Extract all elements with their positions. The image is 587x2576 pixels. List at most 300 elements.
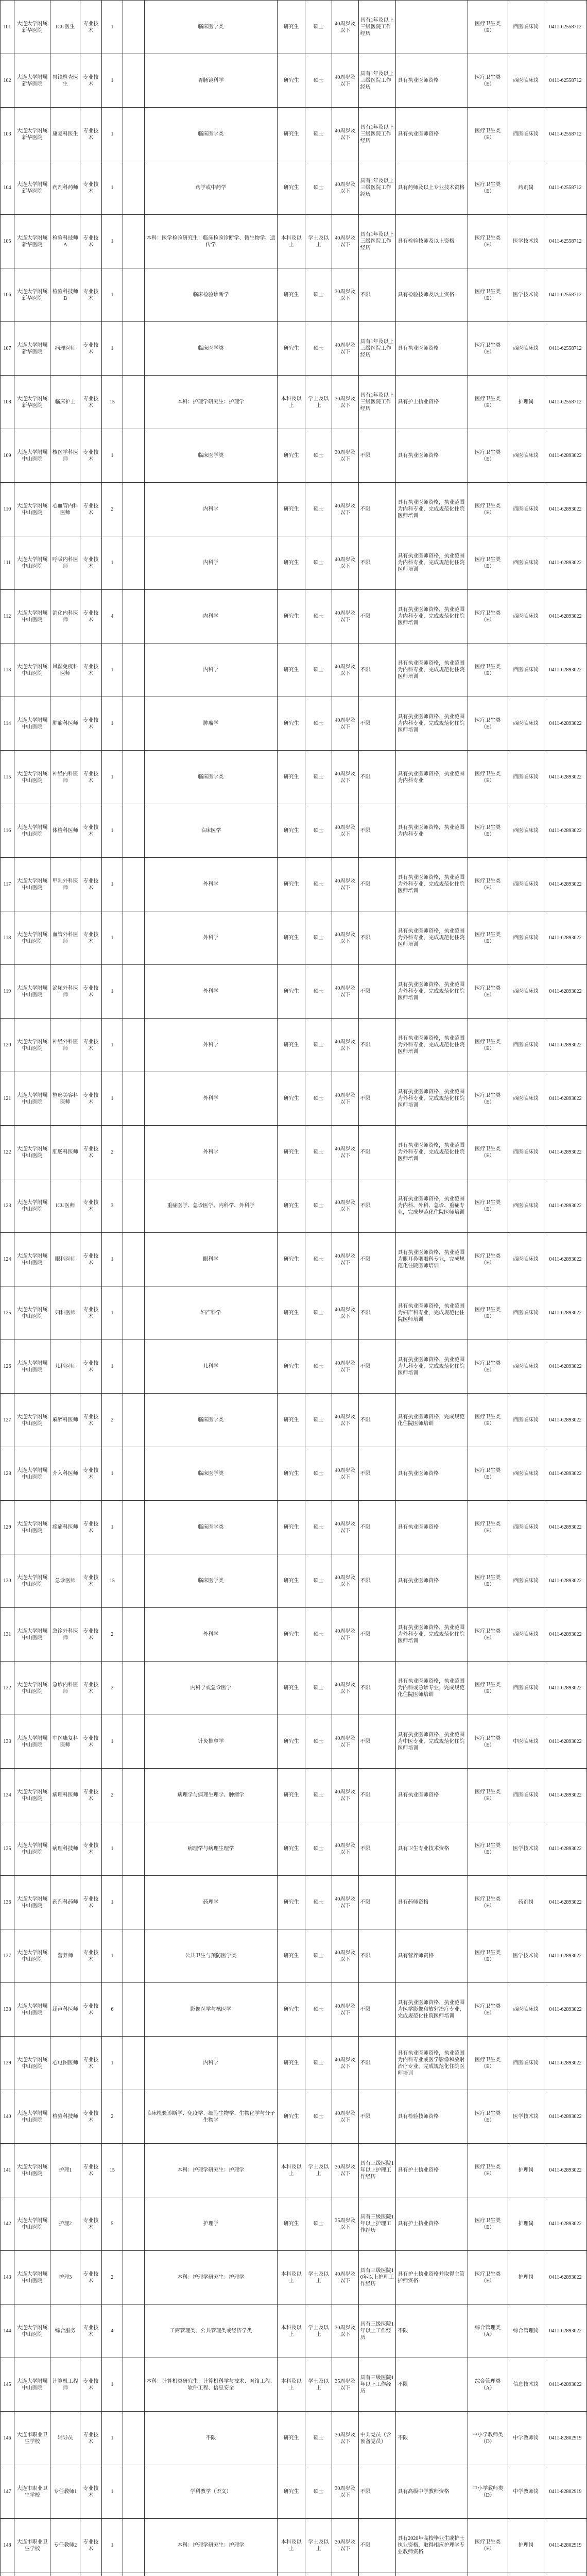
- age-requirement: 40周岁及以下: [332, 1983, 358, 2037]
- exam-type: 西医临床岗: [508, 1501, 544, 1554]
- education-requirement: 研究生: [278, 1233, 305, 1286]
- table-row: [1, 1447, 587, 1501]
- qualification-requirement: 具有执业医师资格，执业范围为外科专业，完成规范化住院医师培训: [396, 1126, 468, 1179]
- blank-cell: [123, 429, 144, 483]
- position-category: 专业技术: [80, 429, 101, 483]
- blank-cell: [123, 1447, 144, 1501]
- contact-phone: 0411-62893022: [544, 1286, 587, 1340]
- employer-name: 大连大学附属中山医院: [14, 965, 50, 1019]
- row-number: 112: [1, 590, 14, 643]
- position-name: 营养师: [50, 1929, 80, 1983]
- position-category: 专业技术: [80, 2251, 101, 2304]
- qualification-requirement: 具有药师资格: [396, 1876, 468, 1929]
- hiring-count: 1: [101, 1286, 123, 1340]
- blank-cell: [123, 1822, 144, 1876]
- row-number: 111: [1, 536, 14, 590]
- position-name: 泌尿外科医师: [50, 965, 80, 1019]
- table-row: [1, 858, 587, 911]
- position-name: 疼痛科医师: [50, 1501, 80, 1554]
- contact-phone: 0411-82802919: [544, 2519, 587, 2572]
- blank-cell: [123, 804, 144, 858]
- qualification-requirement: 具有执业医师资格，执业范围为外科专业，完成规范化住院医师培训: [396, 1608, 468, 1662]
- exam-category: 医疗卫生类（E）: [468, 965, 508, 1019]
- exam-category: 医疗卫生类（E）: [468, 1394, 508, 1447]
- contact-phone: 0411-62893022: [544, 2090, 587, 2144]
- education-requirement: 本科及以上: [278, 2144, 305, 2197]
- qualification-requirement: 具有执业医师资格，执业范围为内科专业，完成规范化住院医师培训: [396, 697, 468, 751]
- qualification-requirement: 具有执业医师资格: [396, 322, 468, 376]
- position-name: 儿科医师: [50, 1340, 80, 1394]
- major-requirement: 临床医学类: [144, 1, 278, 54]
- employer-name: 大连大学附属中山医院: [14, 1608, 50, 1662]
- position-category: 专业技术: [80, 2412, 101, 2465]
- qualification-requirement: 具有执业医师资格，完成规范化住院医师培训: [396, 1394, 468, 1447]
- row-number: 148: [1, 2519, 14, 2572]
- position-category: 专业技术: [80, 2519, 101, 2572]
- employer-name: 大连大学附属中山医院: [14, 483, 50, 536]
- exam-type: 西医临床岗: [508, 590, 544, 643]
- table-row: [1, 1929, 587, 1983]
- position-name: 检验科技师B: [50, 268, 80, 322]
- exam-type: 医学技术岗: [508, 268, 544, 322]
- hiring-count: 1: [101, 1447, 123, 1501]
- education-requirement: 研究生: [278, 536, 305, 590]
- exam-type: 西医临床岗: [508, 2037, 544, 2090]
- table-body: [1, 1, 587, 2576]
- row-number: 127: [1, 1394, 14, 1447]
- table-row: [1, 1126, 587, 1179]
- age-requirement: 40周岁及以下: [332, 858, 358, 911]
- experience-requirement: 具有1年及以上三级医院工作经历: [358, 322, 395, 376]
- education-requirement: 研究生: [278, 697, 305, 751]
- major-requirement: 不限: [144, 2412, 278, 2465]
- exam-category: 医疗卫生类（E）: [468, 1233, 508, 1286]
- blank-cell: [123, 965, 144, 1019]
- age-requirement: 40周岁及以下: [332, 536, 358, 590]
- row-number: 109: [1, 429, 14, 483]
- education-requirement: 研究生: [278, 322, 305, 376]
- age-requirement: 40周岁及以下: [332, 1501, 358, 1554]
- hiring-count: 2: [101, 1769, 123, 1822]
- position-name: 心电图医师: [50, 2037, 80, 2090]
- row-number: 115: [1, 751, 14, 804]
- row-number: 129: [1, 1501, 14, 1554]
- qualification-requirement: 具有执业医师资格: [396, 429, 468, 483]
- degree-requirement: 学士及以上: [305, 376, 332, 429]
- major-requirement: 临床医学: [144, 804, 278, 858]
- contact-phone: 0411-62558712: [544, 268, 587, 322]
- row-number: 136: [1, 1876, 14, 1929]
- education-requirement: 研究生: [278, 1072, 305, 1126]
- education-requirement: 研究生: [278, 268, 305, 322]
- table-row: [1, 2465, 587, 2519]
- experience-requirement: 不限: [358, 2090, 395, 2144]
- contact-phone: 0411-62893022: [544, 858, 587, 911]
- table-row: [1, 1340, 587, 1394]
- hiring-count: 4: [101, 590, 123, 643]
- hiring-count: 2: [101, 1394, 123, 1447]
- row-number: 146: [1, 2412, 14, 2465]
- employer-name: 大连大学附属中山医院: [14, 1554, 50, 1608]
- age-requirement: 40周岁及以下: [332, 1662, 358, 1715]
- experience-requirement: 不限: [358, 1983, 395, 2037]
- table-row: [1, 590, 587, 643]
- age-requirement: 40周岁及以下: [332, 751, 358, 804]
- position-category: [80, 2572, 101, 2576]
- major-requirement: 护理学: [144, 2197, 278, 2251]
- degree-requirement: 硕士: [305, 1876, 332, 1929]
- major-requirement: 学科教学（语文）: [144, 2465, 278, 2519]
- contact-phone: 0411-62893022: [544, 2037, 587, 2090]
- contact-phone: 0411-62893022: [544, 1501, 587, 1554]
- employer-name: 大连大学附属新华医院: [14, 268, 50, 322]
- table-row: [1, 1072, 587, 1126]
- degree-requirement: 硕士: [305, 1554, 332, 1608]
- contact-phone: 0411-62893022: [544, 429, 587, 483]
- blank-cell: [123, 1179, 144, 1233]
- education-requirement: 本科及以上: [278, 2519, 305, 2572]
- contact-phone: 0411-62893022: [544, 1822, 587, 1876]
- exam-type: 中学教师岗: [508, 2465, 544, 2519]
- contact-phone: 0411-62893022: [544, 1019, 587, 1072]
- position-category: 专业技术: [80, 1072, 101, 1126]
- age-requirement: 40周岁及以下: [332, 1929, 358, 1983]
- hiring-count: 1: [101, 1822, 123, 1876]
- position-category: 专业技术: [80, 2144, 101, 2197]
- table-row: [1, 1769, 587, 1822]
- employer-name: 大连大学附属中山医院: [14, 1179, 50, 1233]
- table-row: [1, 429, 587, 483]
- major-requirement: 重症医学、急诊医学、内科学、外科学: [144, 1179, 278, 1233]
- row-number: 119: [1, 965, 14, 1019]
- exam-type: 西医临床岗: [508, 1983, 544, 2037]
- table-row: [1, 804, 587, 858]
- position-name: 甲乳外科医师: [50, 858, 80, 911]
- qualification-requirement: 具有执业医师资格，执业范围为内科专业: [396, 751, 468, 804]
- employer-name: 大连大学附属新华医院: [14, 1, 50, 54]
- major-requirement: 外科学: [144, 858, 278, 911]
- blank-cell: [123, 108, 144, 161]
- position-name: 检验科技师A: [50, 215, 80, 268]
- exam-category: 医疗卫生类（E）: [468, 1715, 508, 1769]
- contact-phone: 0411-62893022: [544, 697, 587, 751]
- contact-phone: 0411-62893022: [544, 2144, 587, 2197]
- contact-phone: 0411-62893022: [544, 1554, 587, 1608]
- contact-phone: 0411-62558712: [544, 54, 587, 108]
- employer-name: 大连市职业卫生学校: [14, 2519, 50, 2572]
- major-requirement: 外科学: [144, 1072, 278, 1126]
- hiring-count: 1: [101, 911, 123, 965]
- position-category: 专业技术: [80, 1233, 101, 1286]
- experience-requirement: 不限: [358, 697, 395, 751]
- age-requirement: 40周岁及以下: [332, 1394, 358, 1447]
- age-requirement: 40周岁及以下: [332, 1179, 358, 1233]
- degree-requirement: 硕士: [305, 858, 332, 911]
- row-number: 145: [1, 2358, 14, 2412]
- education-requirement: 研究生: [278, 1340, 305, 1394]
- qualification-requirement: 具有执业医师资格，执业范围为外科专业，完成规范化住院医师培训: [396, 965, 468, 1019]
- table-row: [1, 1179, 587, 1233]
- position-category: 专业技术: [80, 1822, 101, 1876]
- hiring-count: 6: [101, 1983, 123, 2037]
- education-requirement: 研究生: [278, 1501, 305, 1554]
- row-number: 108: [1, 376, 14, 429]
- major-requirement: 内科学: [144, 590, 278, 643]
- major-requirement: 本科：护理学研究生：护理学: [144, 2144, 278, 2197]
- row-number: 122: [1, 1126, 14, 1179]
- age-requirement: 40周岁及以下: [332, 1126, 358, 1179]
- contact-phone: 0411-62893022: [544, 1072, 587, 1126]
- table-row: [1, 2037, 587, 2090]
- major-requirement: 临床检验诊断学: [144, 268, 278, 322]
- major-requirement: 工商管理类、公共管理类或经济学类: [144, 2304, 278, 2358]
- position-name: 辅导员: [50, 2412, 80, 2465]
- blank-cell: [123, 697, 144, 751]
- degree-requirement: 硕士: [305, 2412, 332, 2465]
- exam-category: 医疗卫生类（E）: [468, 268, 508, 322]
- exam-type: 护理岗: [508, 2519, 544, 2572]
- position-name: 护理1: [50, 2144, 80, 2197]
- employer-name: 大连大学附属中山医院: [14, 536, 50, 590]
- table-row: [1, 911, 587, 965]
- hiring-count: 2: [101, 1662, 123, 1715]
- qualification-requirement: 具有执业医师资格，执业范围为内科专业或医学影像和放射治疗专业，完成规范化住院医师培训: [396, 2037, 468, 2090]
- contact-phone: 0411-62893022: [544, 1179, 587, 1233]
- position-category: 专业技术: [80, 1876, 101, 1929]
- exam-category: 中小学教师类（D）: [468, 2465, 508, 2519]
- exam-type: 西医临床岗: [508, 1662, 544, 1715]
- table-row: [1, 268, 587, 322]
- exam-category: 医疗卫生类（E）: [468, 1876, 508, 1929]
- exam-category: 医疗卫生类（E）: [468, 1126, 508, 1179]
- exam-type: 医学技术岗: [508, 1822, 544, 1876]
- exam-category: 医疗卫生类（E）: [468, 215, 508, 268]
- education-requirement: 研究生: [278, 643, 305, 697]
- major-requirement: 本科：护理学研究生：护理学: [144, 376, 278, 429]
- experience-requirement: 不限: [358, 1447, 395, 1501]
- education-requirement: 研究生: [278, 2465, 305, 2519]
- contact-phone: 0411-62893022: [544, 590, 587, 643]
- table-row: [1, 536, 587, 590]
- position-name: 整形美容科医师: [50, 1072, 80, 1126]
- experience-requirement: 不限: [358, 1179, 395, 1233]
- position-category: 专业技术: [80, 1929, 101, 1983]
- row-number: 141: [1, 2144, 14, 2197]
- experience-requirement: 不限: [358, 590, 395, 643]
- experience-requirement: 具有1年及以上三级医院工作经历: [358, 1, 395, 54]
- experience-requirement: 不限: [358, 1554, 395, 1608]
- hiring-count: 2: [101, 2251, 123, 2304]
- education-requirement: 研究生: [278, 161, 305, 215]
- exam-type: 护理岗: [508, 2144, 544, 2197]
- age-requirement: 40周岁及以下: [332, 1340, 358, 1394]
- education-requirement: 研究生: [278, 751, 305, 804]
- position-name: 康复科医生: [50, 108, 80, 161]
- age-requirement: 30周岁及以下: [332, 2304, 358, 2358]
- qualification-requirement: 具有执业医师资格，执业范围为外科专业，完成规范化住院医师培训: [396, 1072, 468, 1126]
- experience-requirement: 不限: [358, 268, 395, 322]
- employer-name: 大连大学附属中山医院: [14, 858, 50, 911]
- contact-phone: 0411-62893022: [544, 1447, 587, 1501]
- age-requirement: 40周岁及以下: [332, 1072, 358, 1126]
- age-requirement: 40周岁及以下: [332, 483, 358, 536]
- position-category: 专业技术: [80, 1608, 101, 1662]
- row-number: 105: [1, 215, 14, 268]
- position-name: 超声科医师: [50, 1983, 80, 2037]
- education-requirement: 本科及以上: [278, 2251, 305, 2304]
- age-requirement: 40周岁及以下: [332, 215, 358, 268]
- contact-phone: 0411-62558712: [544, 215, 587, 268]
- hiring-count: 2: [101, 2090, 123, 2144]
- degree-requirement: 硕士: [305, 1, 332, 54]
- degree-requirement: 硕士: [305, 1447, 332, 1501]
- experience-requirement: 不限: [358, 1072, 395, 1126]
- blank-cell: [123, 1286, 144, 1340]
- employer-name: 大连大学附属中山医院: [14, 2197, 50, 2251]
- position-category: 专业技术: [80, 1447, 101, 1501]
- table-row: [1, 965, 587, 1019]
- major-requirement: 临床医学类: [144, 108, 278, 161]
- position-category: 专业技术: [80, 1662, 101, 1715]
- exam-category: 医疗卫生类（E）: [468, 1179, 508, 1233]
- degree-requirement: 硕士: [305, 1501, 332, 1554]
- row-number: 131: [1, 1608, 14, 1662]
- blank-cell: [123, 322, 144, 376]
- hiring-count: 15: [101, 2144, 123, 2197]
- position-category: 专业技术: [80, 1769, 101, 1822]
- major-requirement: 本科：护理学研究生：护理学: [144, 2519, 278, 2572]
- position-name: 妇科医师: [50, 1286, 80, 1340]
- row-number: 138: [1, 1983, 14, 2037]
- employer-name: 大连大学附属中山医院: [14, 2144, 50, 2197]
- qualification-requirement: 具有执业医师资格: [396, 108, 468, 161]
- row-number: 103: [1, 108, 14, 161]
- qualification-requirement: 具有执业医师资格，执业范围为眼耳鼻咽喉科专业，完成规范化住院医师培训: [396, 1233, 468, 1286]
- exam-category: 医疗卫生类（E）: [468, 161, 508, 215]
- exam-type: 西医临床岗: [508, 322, 544, 376]
- age-requirement: 40周岁及以下: [332, 161, 358, 215]
- exam-type: 西医临床岗: [508, 1340, 544, 1394]
- contact-phone: 0411-62558712: [544, 376, 587, 429]
- employer-name: 大连大学附属中山医院: [14, 2090, 50, 2144]
- qualification-requirement: 具有检验技师及以上资格: [396, 215, 468, 268]
- contact-phone: 0411-62893022: [544, 1983, 587, 2037]
- experience-requirement: 不限: [358, 1769, 395, 1822]
- education-requirement: 研究生: [278, 965, 305, 1019]
- row-number: 114: [1, 697, 14, 751]
- experience-requirement: 具有1年及以上三级医院工作经历: [358, 161, 395, 215]
- hiring-count: 5: [101, 2197, 123, 2251]
- hiring-count: [101, 2572, 123, 2576]
- table-row: [1, 1822, 587, 1876]
- position-name: 急诊外科医师: [50, 1608, 80, 1662]
- table-row: [1, 1019, 587, 1072]
- contact-phone: 0411-62893022: [544, 1662, 587, 1715]
- employer-name: 大连大学附属中山医院: [14, 1501, 50, 1554]
- major-requirement: 外科学: [144, 1126, 278, 1179]
- major-requirement: 内科学: [144, 643, 278, 697]
- employer-name: 大连大学附属新华医院: [14, 161, 50, 215]
- degree-requirement: 学士及以上: [305, 2304, 332, 2358]
- degree-requirement: 学士及以上: [305, 2358, 332, 2412]
- qualification-requirement: 具有高级中学教师资格: [396, 2465, 468, 2519]
- position-name: 心血管内科医师: [50, 483, 80, 536]
- age-requirement: 40周岁及以下: [332, 804, 358, 858]
- blank-cell: [123, 1019, 144, 1072]
- exam-category: 医疗卫生类（E）: [468, 54, 508, 108]
- exam-category: 医疗卫生类（E）: [468, 2144, 508, 2197]
- exam-category: 医疗卫生类（E）: [468, 322, 508, 376]
- position-name: 介入科医师: [50, 1447, 80, 1501]
- experience-requirement: 不限: [358, 1608, 395, 1662]
- age-requirement: 40周岁及以下: [332, 322, 358, 376]
- exam-category: 医疗卫生类（E）: [468, 697, 508, 751]
- qualification-requirement: 具有执业医师资格: [396, 1447, 468, 1501]
- exam-type: 西医临床岗: [508, 108, 544, 161]
- experience-requirement: 不限: [358, 1929, 395, 1983]
- major-requirement: 本科：护理学研究生：护理学: [144, 2251, 278, 2304]
- employer-name: 大连大学附属中山医院: [14, 643, 50, 697]
- exam-category: 医疗卫生类（E）: [468, 1662, 508, 1715]
- major-requirement: 临床医学类: [144, 1394, 278, 1447]
- hiring-count: 1: [101, 2358, 123, 2412]
- position-name: 肿瘤科医师: [50, 697, 80, 751]
- qualification-requirement: 具有执业医师资格: [396, 1501, 468, 1554]
- degree-requirement: 硕士: [305, 1715, 332, 1769]
- degree-requirement: 硕士: [305, 1126, 332, 1179]
- hiring-count: 1: [101, 2519, 123, 2572]
- position-name: 胃镜检查医生: [50, 54, 80, 108]
- exam-type: 西医临床岗: [508, 911, 544, 965]
- row-number: 118: [1, 911, 14, 965]
- experience-requirement: 具有三级医院10年以上护理工作经历: [358, 2251, 395, 2304]
- row-number: 104: [1, 161, 14, 215]
- education-requirement: 研究生: [278, 1929, 305, 1983]
- blank-cell: [123, 2251, 144, 2304]
- education-requirement: 本科及以上: [278, 2304, 305, 2358]
- qualification-requirement: 具有执业医师资格，执业范围为内科专业: [396, 804, 468, 858]
- experience-requirement: 不限: [358, 1662, 395, 1715]
- position-name: 护理2: [50, 2197, 80, 2251]
- position-category: 专业技术: [80, 1, 101, 54]
- qualification-requirement: 具有执业医师资格，执业范围为内科专业，完成规范化住院医师培训: [396, 483, 468, 536]
- table-row: [1, 161, 587, 215]
- employer-name: 大连大学附属新华医院: [14, 108, 50, 161]
- position-category: 专业技术: [80, 2090, 101, 2144]
- contact-phone: [544, 2572, 587, 2576]
- row-number: 120: [1, 1019, 14, 1072]
- age-requirement: 30周岁及以下: [332, 2519, 358, 2572]
- degree-requirement: 硕士: [305, 1340, 332, 1394]
- blank-cell: [123, 376, 144, 429]
- row-number: 135: [1, 1822, 14, 1876]
- employer-name: 大连大学附属中山医院: [14, 1983, 50, 2037]
- exam-type: 药剂岗: [508, 1876, 544, 1929]
- blank-cell: [123, 483, 144, 536]
- exam-type: 西医临床岗: [508, 643, 544, 697]
- employer-name: 大连大学附属中山医院: [14, 1929, 50, 1983]
- degree-requirement: 硕士: [305, 1179, 332, 1233]
- experience-requirement: 具有三级医院1年以上护理工作经历: [358, 2144, 395, 2197]
- exam-category: 医疗卫生类（E）: [468, 2519, 508, 2572]
- exam-type: 西医临床岗: [508, 751, 544, 804]
- degree-requirement: 硕士: [305, 804, 332, 858]
- employer-name: 大连大学附属中山医院: [14, 1447, 50, 1501]
- contact-phone: 0411-62893022: [544, 751, 587, 804]
- qualification-requirement: 具有2020年高校毕业生或护士执业资格，取得相应护理学专业教师资格: [396, 2519, 468, 2572]
- position-category: 专业技术: [80, 965, 101, 1019]
- employer-name: 大连大学附属中山医院: [14, 804, 50, 858]
